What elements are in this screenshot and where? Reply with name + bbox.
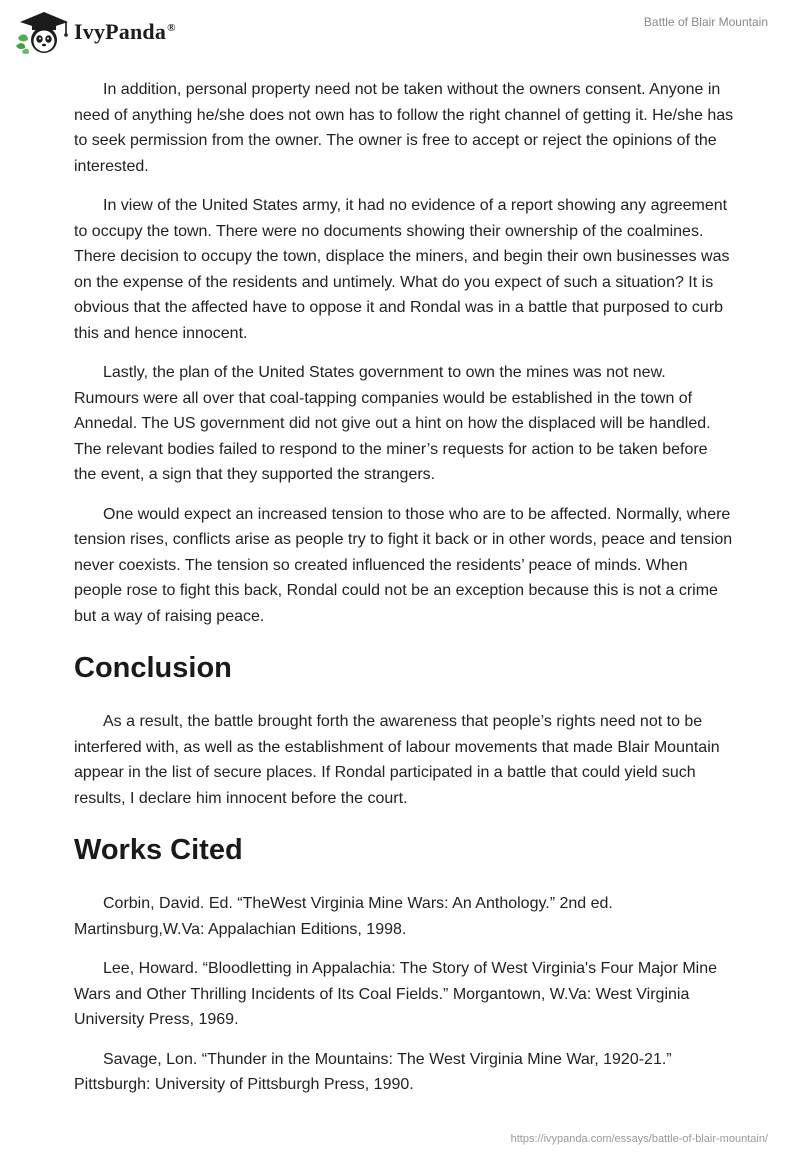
conclusion-heading: Conclusion xyxy=(74,652,232,684)
citation-entry-1: Corbin, David. Ed. “TheWest Virginia Mine Wars: An Anthology.” 2nd ed. Martinsburg,W.Va: Appalachian Editions, 1998. xyxy=(74,895,613,938)
page-header xyxy=(0,0,800,64)
citation-entry-3: Savage, Lon. “Thunder in the Mountains: The West Virginia Mine War, 1920-21.” Pittsburgh: University of Pittsburgh Press, 1990. xyxy=(74,1050,672,1093)
body-paragraph-3: Lastly, the plan of the United States government to own the mines was not new. Rumours were all over that coal-tapping companies would be established in the town of Annedal. The US government did not give out a hint on how the displaced will be handled. The relevant bodies failed to respond to the miner’s requests for action to be taken before the event, a sign that they supported the strangers. xyxy=(74,364,711,483)
brand-name xyxy=(74,19,176,45)
works-cited-heading: Works Cited xyxy=(74,834,243,866)
body-paragraph-2: In view of the United States army, it had no evidence of a report showing any agreement to occupy the town. There were no documents showing their ownership of the coalmines. There decision to occupy the town, displace the miners, and begin their own businesses was on the expense of the residents and untimely. What do you expect of such a situation? It is obvious that the affected have to oppose it and Rondal was in a battle that purposed to curb this and hence innocent. xyxy=(74,197,730,342)
document-title: Battle of Blair Mountain xyxy=(643,15,768,29)
body-paragraph-1: In addition, personal property need not be taken without the owners consent. Anyone in need of anything he/she does not own has to follow the right channel of getting it. He/she has to seek permission from the owner. The owner is free to accept or reject the opinions of the interested. xyxy=(74,81,734,175)
essay-content xyxy=(74,77,734,1112)
source-url-link[interactable]: https://ivypanda.com/essays/battle-of-blair-mountain/ xyxy=(510,1133,768,1145)
conclusion-paragraph: As a result, the battle brought forth the awareness that people’s rights need not to be interfered with, as well as the establishment of labour movements that made Blair Mountain appear in the list of secure places. If Rondal participated in a battle that could yield such results, I declare him innocent before the court. xyxy=(74,713,720,807)
registered-mark: ® xyxy=(167,21,176,34)
brand-name-text: IvyPanda xyxy=(74,19,167,44)
panda-graduate-icon xyxy=(14,8,70,56)
body-paragraph-4: One would expect an increased tension to those who are to be affected. Normally, where tension rises, conflicts arise as people try to fight it back or in other words, peace and tension never coexists. The tension so created influenced the residents’ peace of minds. When people rose to fight this back, Rondal could not be an exception because this is not a crime but a way of raising peace. xyxy=(74,505,733,625)
ivypanda-logo[interactable] xyxy=(14,8,176,56)
citation-entry-2: Lee, Howard. “Bloodletting in Appalachia: The Story of West Virginia's Four Major Mine Wars and Other Thrilling Incidents of Its Coal Fields.” Morgantown, W.Va: West Virginia University Press, 1969. xyxy=(74,960,718,1028)
